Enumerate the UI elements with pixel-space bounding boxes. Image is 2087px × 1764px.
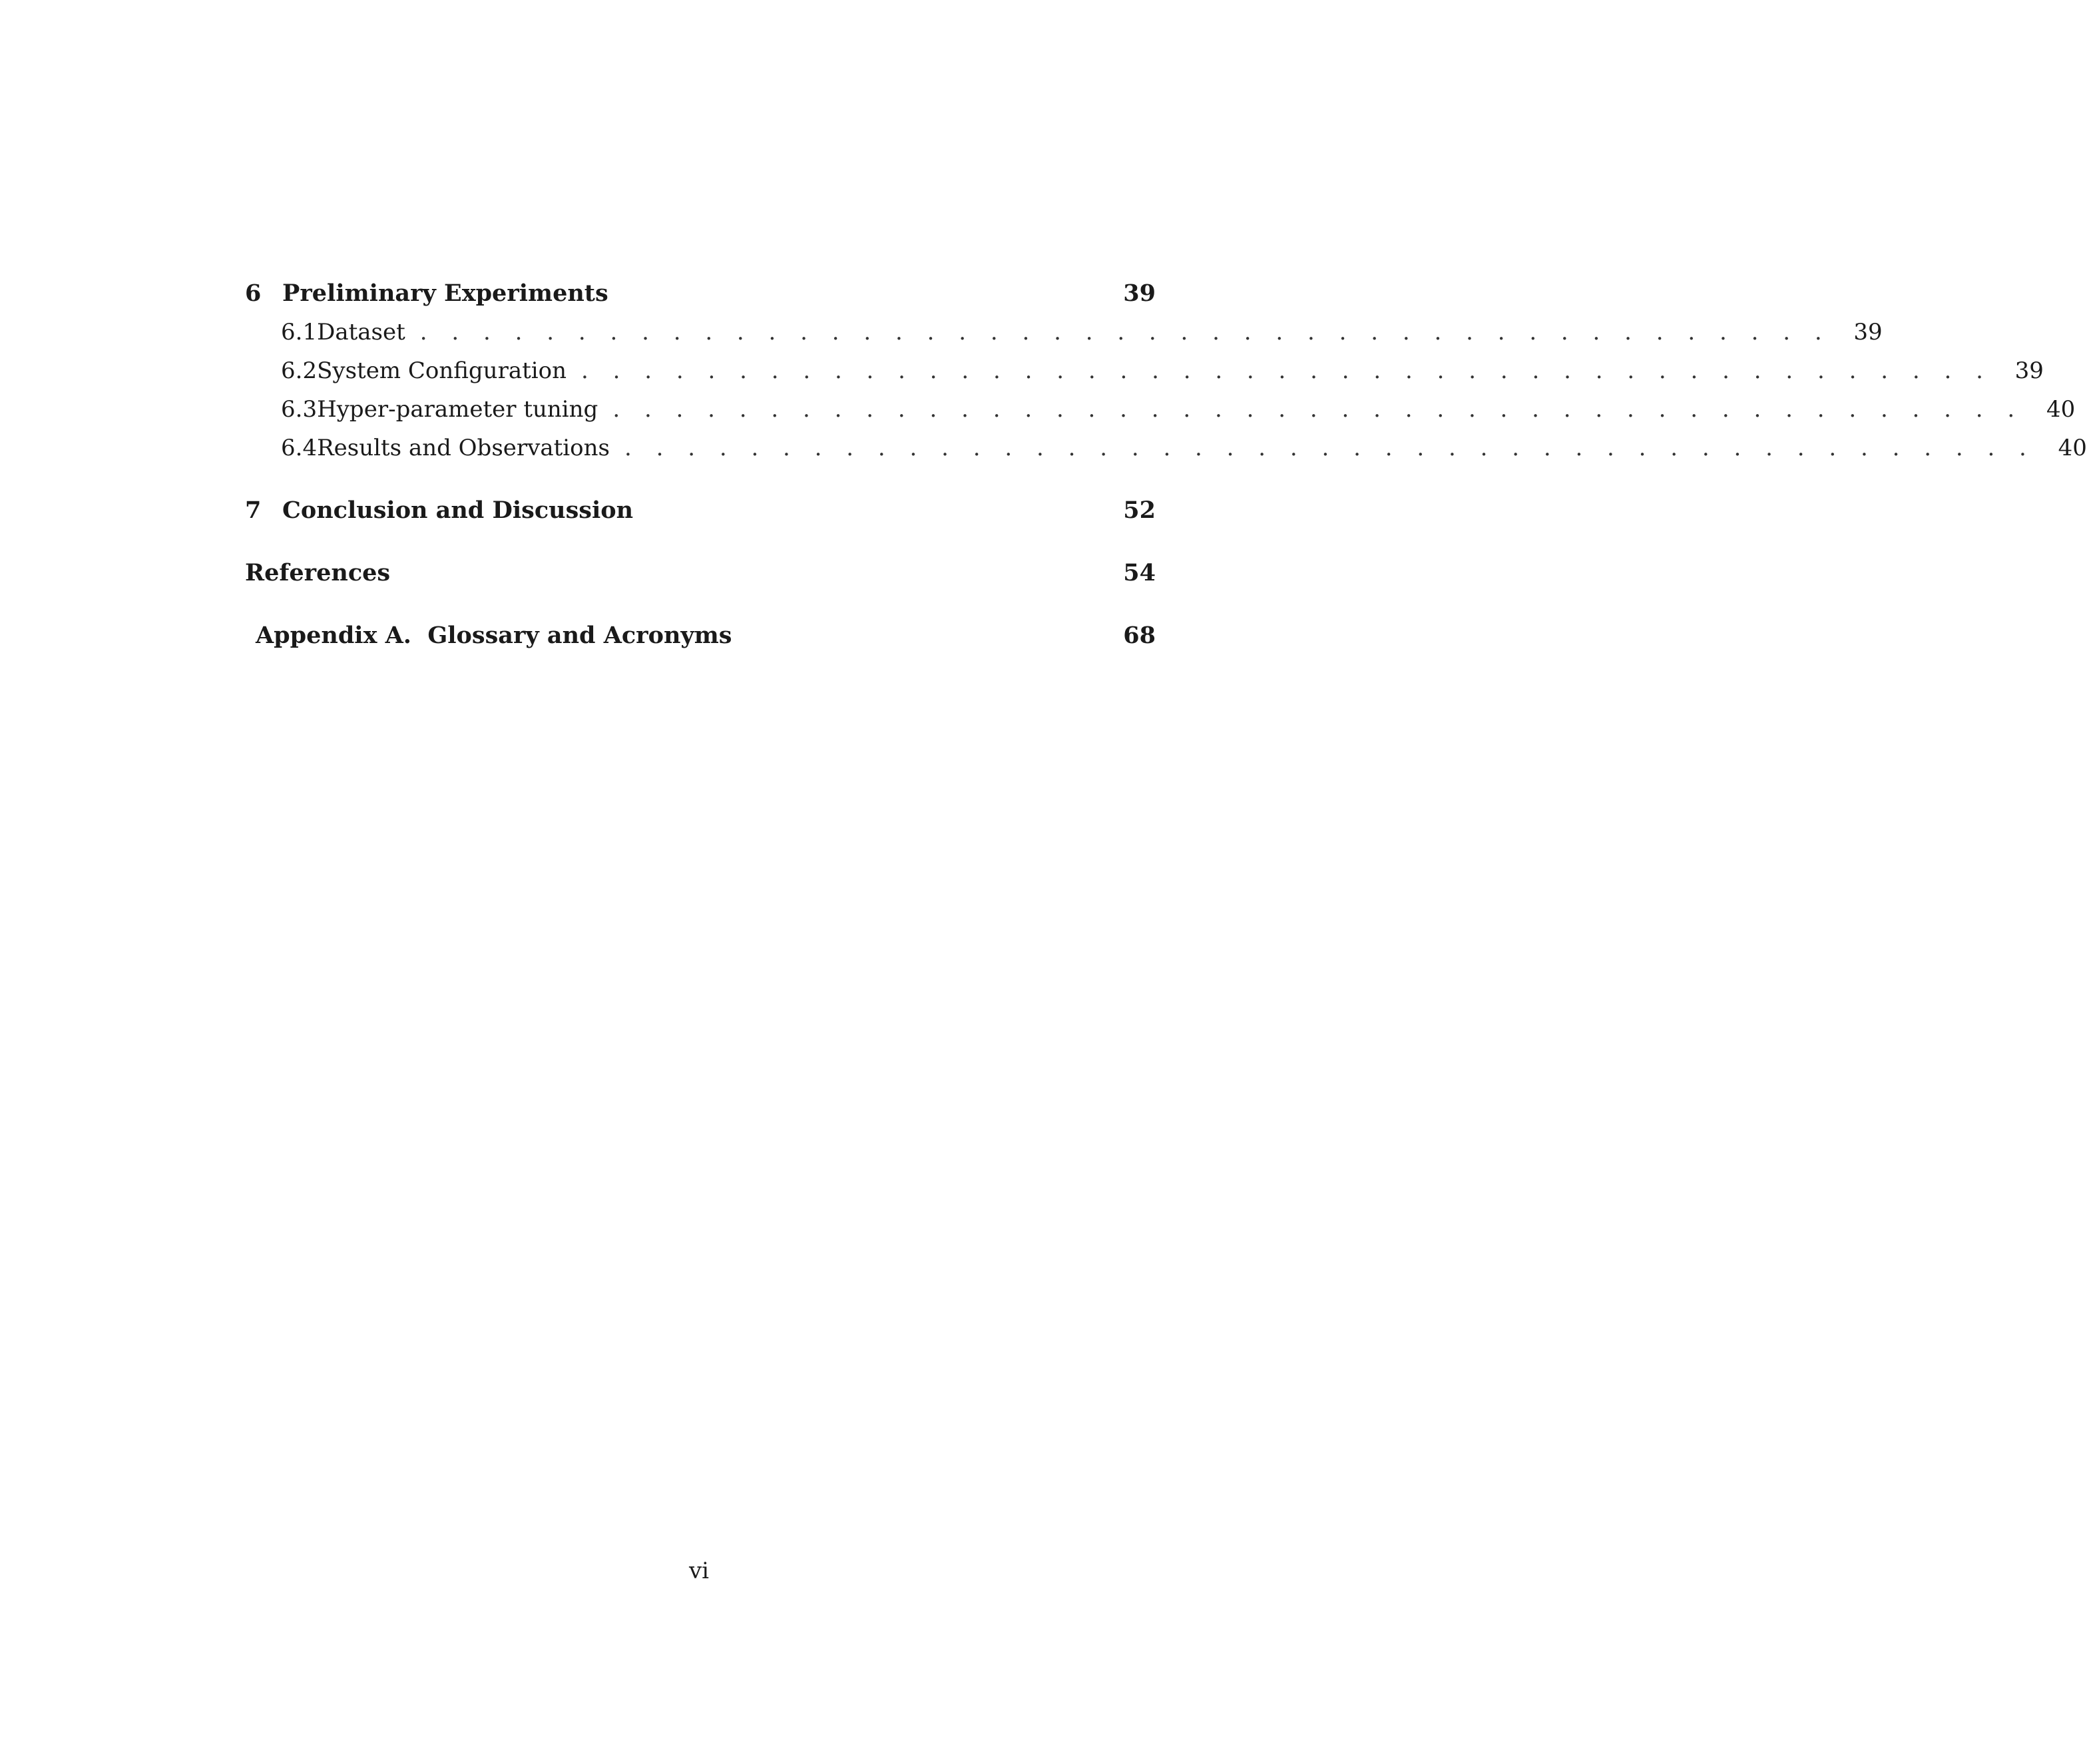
- chapter-title: Preliminary Experiments: [282, 280, 608, 307]
- page-number: 39: [1853, 319, 1883, 345]
- page-number: 40: [2058, 435, 2087, 461]
- chapter-title: Conclusion and Discussion: [282, 497, 634, 524]
- dot-leader: . . . . . . . . . . . . . . . . . . . . . . . . . . . . . . . . . . . . . . . . . . . . .: [624, 435, 2035, 461]
- toc-entry-section-6-3[interactable]: [245, 390, 2076, 429]
- section-title: Hyper-parameter tuning: [317, 396, 598, 423]
- toc-entry-references[interactable]: [245, 554, 1156, 592]
- section-number: 6.1: [281, 319, 318, 345]
- table-of-contents: [245, 274, 2087, 655]
- appendix-title: Appendix A. Glossary and Acronyms: [256, 622, 732, 649]
- page-number: 52: [1123, 497, 1156, 524]
- section-title: System Configuration: [317, 357, 567, 384]
- section-number: 6.3: [281, 396, 318, 423]
- section-number: 6.4: [281, 435, 318, 461]
- toc-entry-chapter-7[interactable]: [245, 491, 1156, 530]
- toc-entry-appendix-a[interactable]: [245, 616, 1156, 655]
- toc-entry-chapter-6[interactable]: [245, 274, 1156, 313]
- page-folio: vi: [688, 1558, 710, 1584]
- toc-entry-section-6-2[interactable]: [245, 351, 2044, 390]
- section-title: Dataset: [317, 319, 405, 345]
- page-number: 39: [2014, 357, 2044, 384]
- page-number: 40: [2046, 396, 2076, 423]
- dot-leader: . . . . . . . . . . . . . . . . . . . . . . . . . . . . . . . . . . . . . . . . . . . . .: [581, 357, 1992, 384]
- page-number: 54: [1123, 559, 1156, 586]
- toc-entry-section-6-4[interactable]: [245, 429, 2087, 467]
- dot-leader: . . . . . . . . . . . . . . . . . . . . . . . . . . . . . . . . . . . . . . . . . . . . .: [419, 319, 1831, 345]
- references-title: References: [245, 559, 391, 586]
- chapter-number: 6: [245, 280, 262, 307]
- page-number: 68: [1123, 622, 1156, 649]
- section-title: Results and Observations: [317, 435, 610, 461]
- chapter-number: 7: [245, 497, 262, 524]
- page-number: 39: [1123, 280, 1156, 307]
- dot-leader: . . . . . . . . . . . . . . . . . . . . . . . . . . . . . . . . . . . . . . . . . . . . .: [612, 396, 2024, 423]
- section-number: 6.2: [281, 357, 318, 384]
- toc-entry-section-6-1[interactable]: [245, 313, 1883, 351]
